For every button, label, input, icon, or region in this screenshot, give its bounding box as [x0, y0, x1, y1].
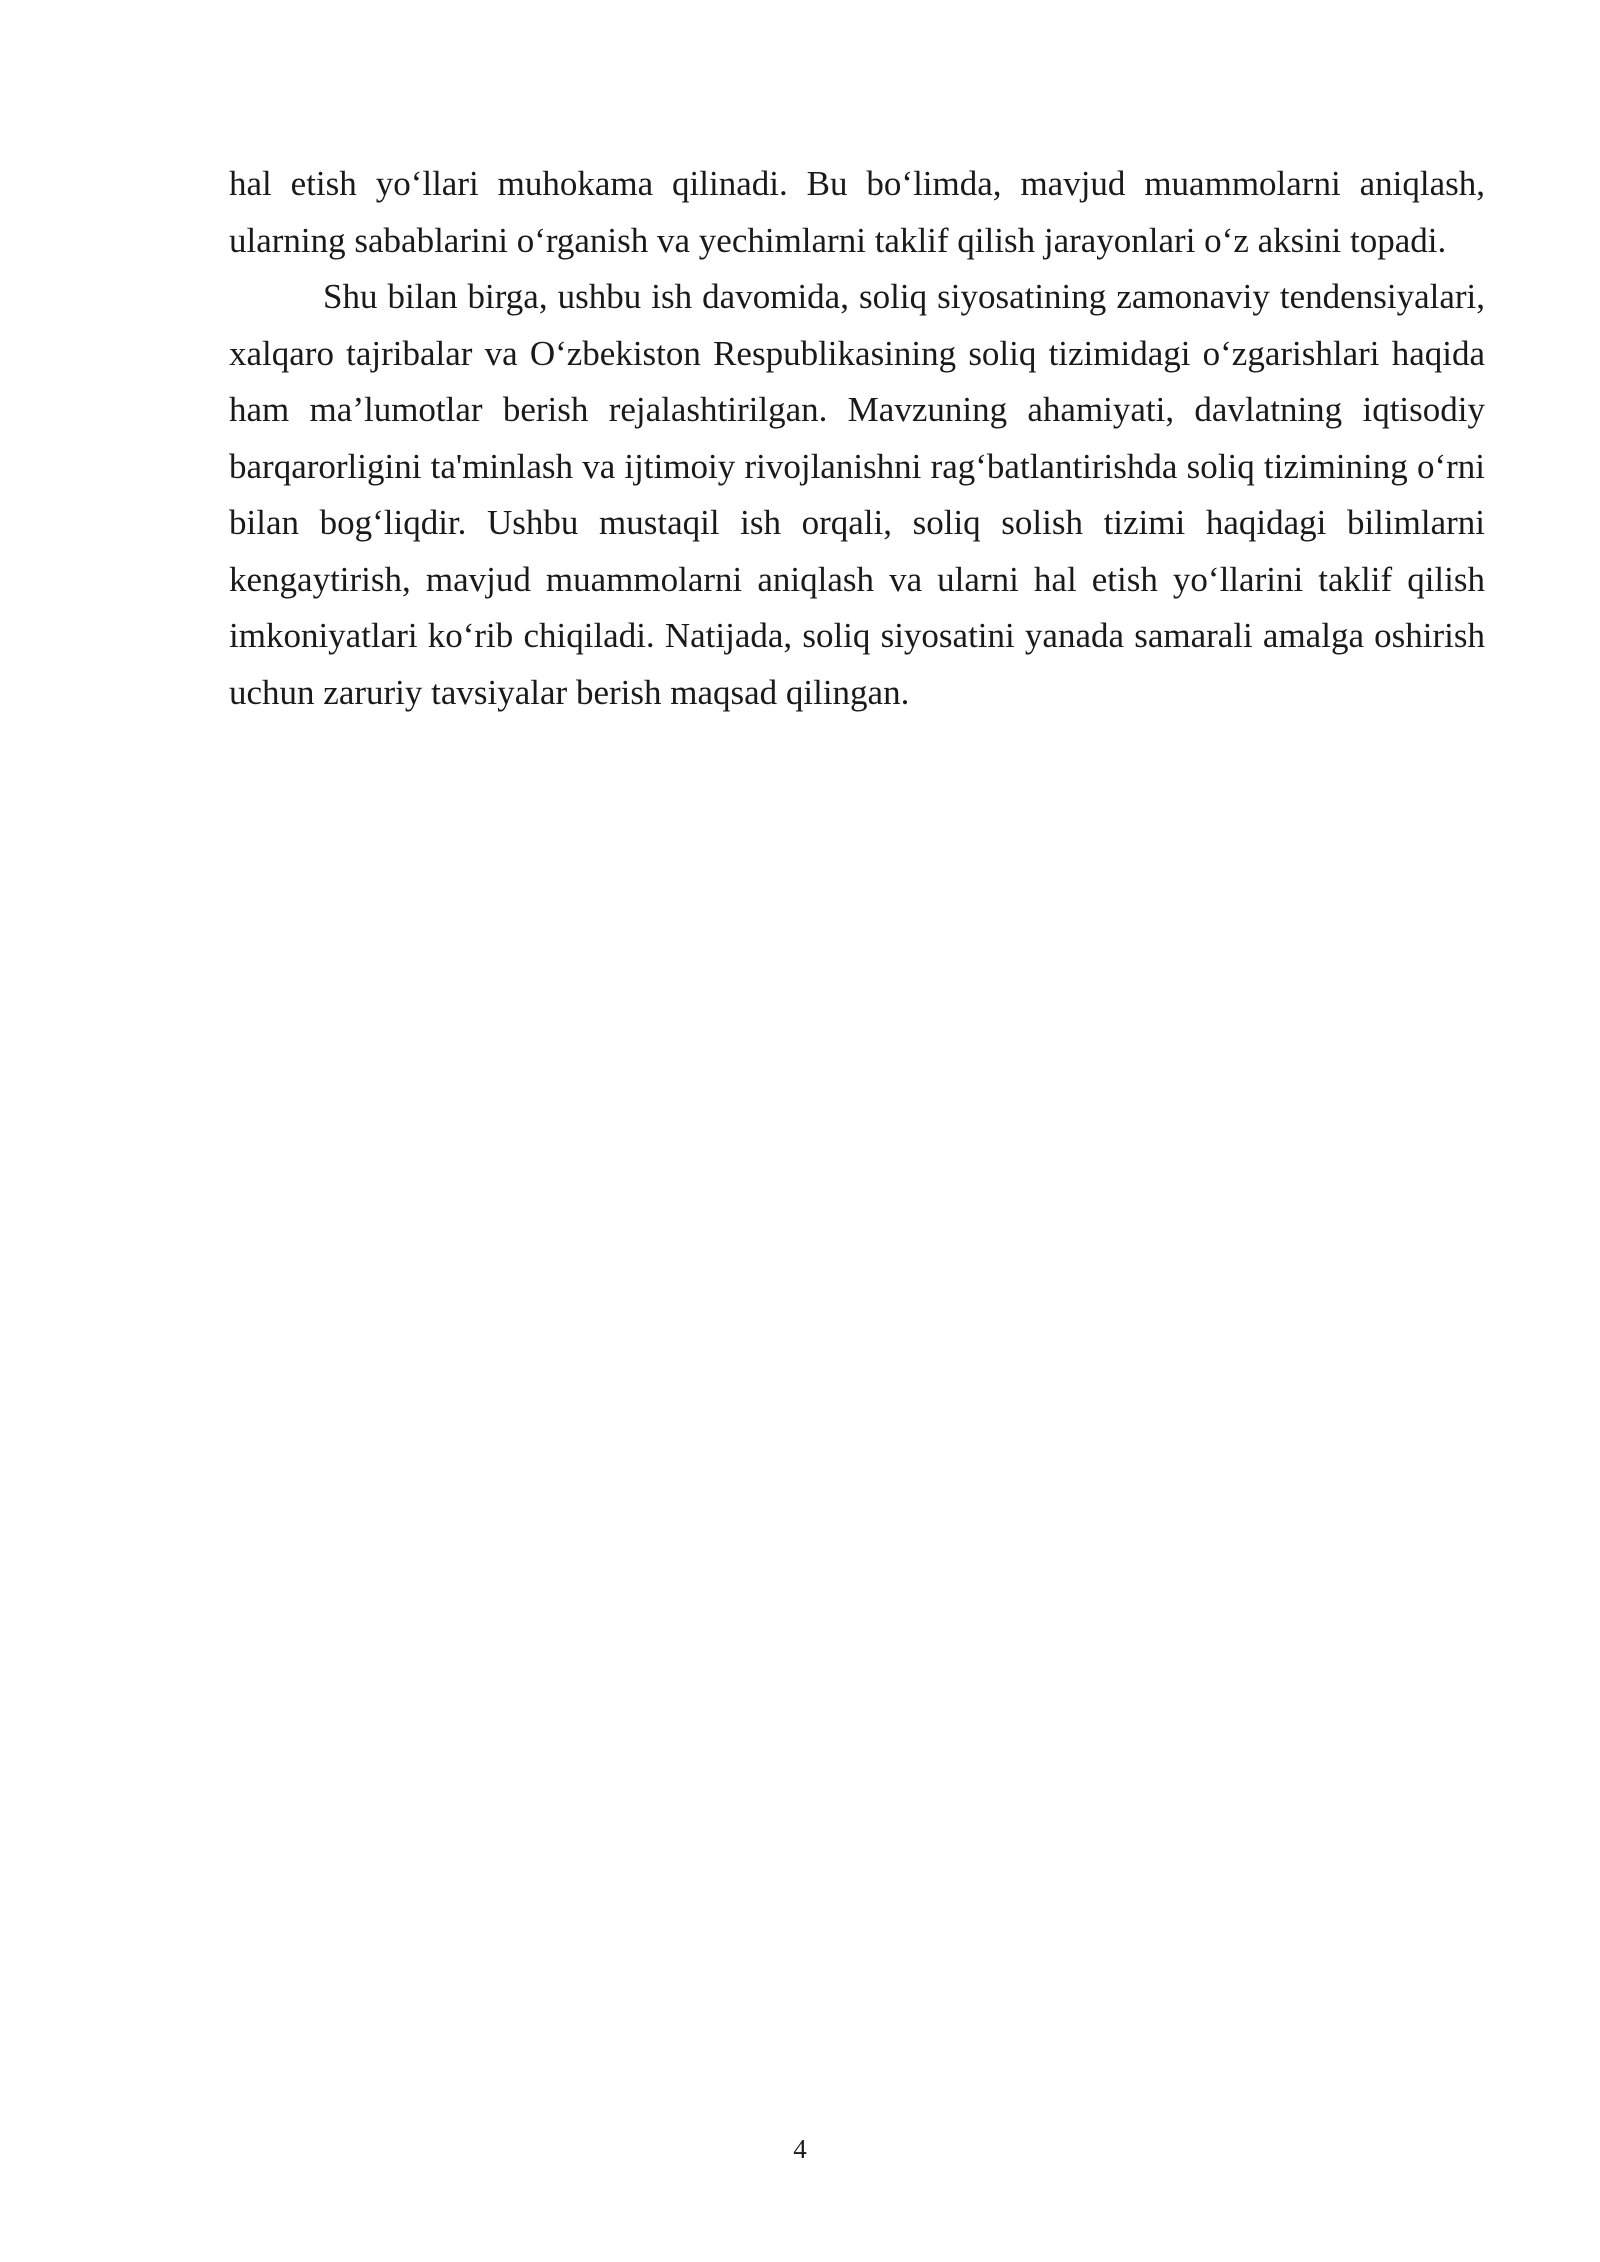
paragraph-continuation: hal etish yo‘llari muhokama qilinadi. Bu bo‘limda, mavjud muammolarni aniqlash, ularning sabablarini o‘rganish va yechimlarni taklif qilish jarayonlari o‘z aksini topadi.: [229, 164, 1485, 260]
page-body: [229, 156, 1485, 721]
page-number: 4: [793, 2134, 807, 2164]
paragraph-main: Shu bilan birga, ushbu ish davomida, soliq siyosatining zamonaviy tendensiyalari, xalqaro tajribalar va O‘zbekiston Respublikasining soliq tizimidagi o‘zgarishlari haqida ham ma’lumotlar berish rejalashtirilgan. Mavzuning ahamiyati, davlatning iqtisodiy barqarorligini ta'minlash va ijtimoiy rivojlanishni rag‘batlantirishda soliq tizimining o‘rni bilan bog‘liqdir. Ushbu mustaqil ish orqali, soliq solish tizimi haqidagi bilimlarni kengaytirish, mavjud muammolarni aniqlash va ularni hal etish yo‘llarini taklif qilish imkoniyatlari ko‘rib chiqiladi. Natijada, soliq siyosatini yanada samarali amalga oshirish uchun zaruriy tavsiyalar berish maqsad qilingan.: [229, 277, 1485, 712]
